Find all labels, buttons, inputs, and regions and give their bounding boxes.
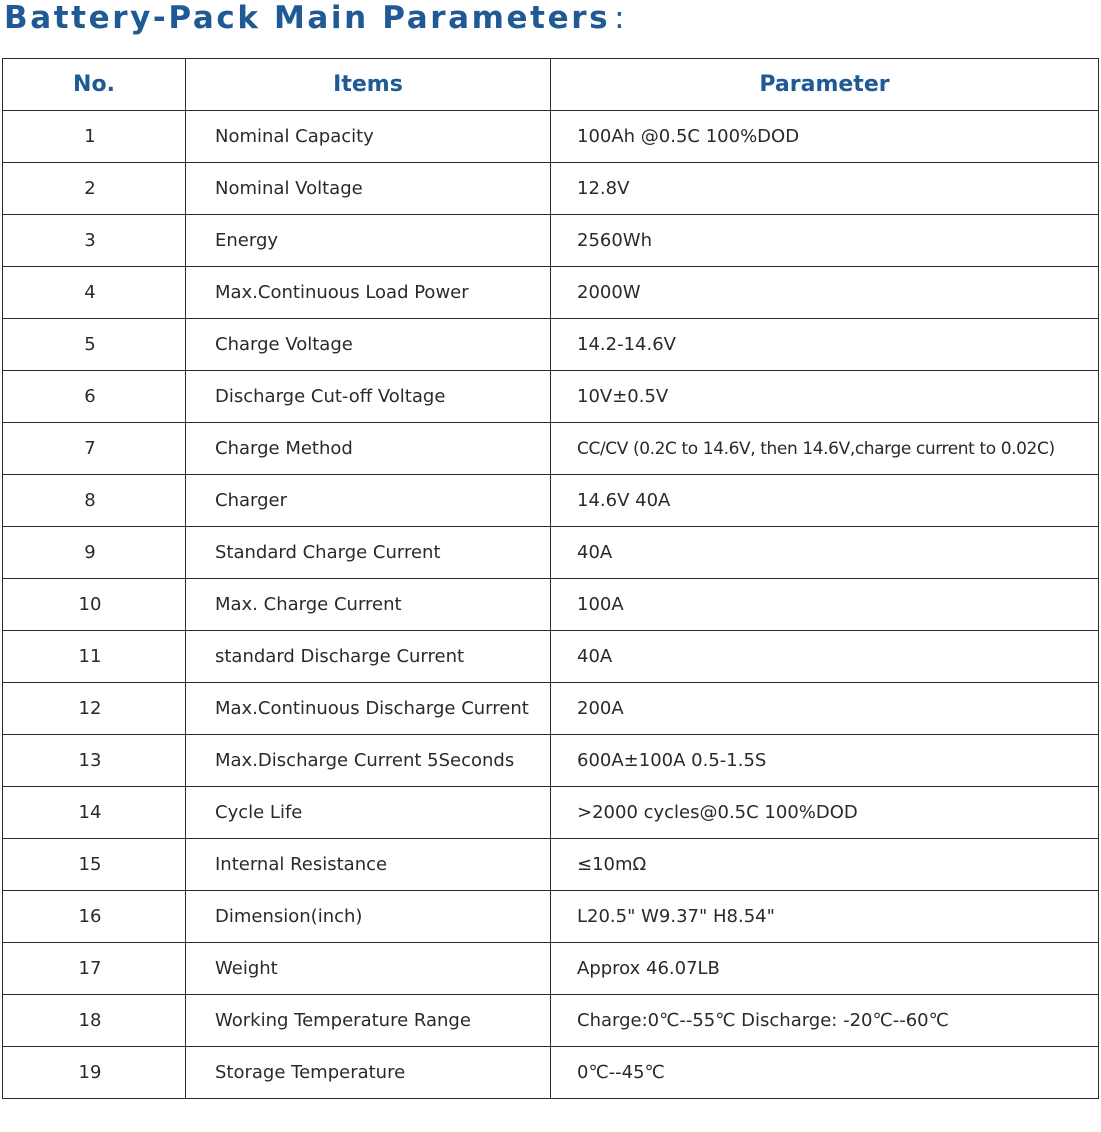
row-parameter: L20.5" W9.37" H8.54"	[551, 891, 1099, 943]
table-row	[3, 891, 1099, 943]
table-header-row	[3, 59, 1099, 111]
column-header-no: No.	[3, 59, 186, 111]
row-number: 5	[3, 319, 186, 371]
row-item: Max.Continuous Load Power	[186, 267, 551, 319]
row-item: Discharge Cut-off Voltage	[186, 371, 551, 423]
row-number: 9	[3, 527, 186, 579]
row-item: Working Temperature Range	[186, 995, 551, 1047]
table-row	[3, 371, 1099, 423]
row-parameter: 14.6V 40A	[551, 475, 1099, 527]
row-item: Nominal Capacity	[186, 111, 551, 163]
table-row	[3, 839, 1099, 891]
row-number: 13	[3, 735, 186, 787]
row-item: Weight	[186, 943, 551, 995]
page-title-text: Battery-Pack Main Parameters	[4, 0, 611, 36]
row-number: 8	[3, 475, 186, 527]
table-row	[3, 787, 1099, 839]
column-header-parameter: Parameter	[551, 59, 1099, 111]
row-item: Charger	[186, 475, 551, 527]
row-parameter: Approx 46.07LB	[551, 943, 1099, 995]
row-parameter: 100A	[551, 579, 1099, 631]
table-row	[3, 995, 1099, 1047]
row-item: standard Discharge Current	[186, 631, 551, 683]
row-number: 19	[3, 1047, 186, 1099]
row-parameter: 2560Wh	[551, 215, 1099, 267]
row-item: Charge Voltage	[186, 319, 551, 371]
row-item: Max.Continuous Discharge Current	[186, 683, 551, 735]
row-number: 16	[3, 891, 186, 943]
row-number: 15	[3, 839, 186, 891]
row-number: 3	[3, 215, 186, 267]
row-number: 12	[3, 683, 186, 735]
parameters-table	[2, 58, 1099, 1099]
table-row	[3, 735, 1099, 787]
row-number: 4	[3, 267, 186, 319]
row-number: 7	[3, 423, 186, 475]
row-number: 2	[3, 163, 186, 215]
row-number: 6	[3, 371, 186, 423]
row-number: 17	[3, 943, 186, 995]
row-parameter: 600A±100A 0.5-1.5S	[551, 735, 1099, 787]
table-row	[3, 683, 1099, 735]
row-number: 10	[3, 579, 186, 631]
row-parameter: 14.2-14.6V	[551, 319, 1099, 371]
row-parameter: >2000 cycles@0.5C 100%DOD	[551, 787, 1099, 839]
row-parameter: Charge:0℃--55℃ Discharge: -20℃--60℃	[551, 995, 1099, 1047]
table-row	[3, 163, 1099, 215]
row-number: 14	[3, 787, 186, 839]
table-row	[3, 423, 1099, 475]
table-row	[3, 943, 1099, 995]
row-number: 1	[3, 111, 186, 163]
row-parameter: 200A	[551, 683, 1099, 735]
table-row	[3, 527, 1099, 579]
table-row	[3, 631, 1099, 683]
row-item: Energy	[186, 215, 551, 267]
row-parameter: 40A	[551, 527, 1099, 579]
row-parameter: CC/CV (0.2C to 14.6V, then 14.6V,charge current to 0.02C)	[551, 423, 1099, 475]
row-item: Cycle Life	[186, 787, 551, 839]
table-body	[3, 111, 1099, 1099]
row-number: 11	[3, 631, 186, 683]
table-row	[3, 111, 1099, 163]
row-parameter: 2000W	[551, 267, 1099, 319]
row-parameter: 10V±0.5V	[551, 371, 1099, 423]
column-header-items: Items	[186, 59, 551, 111]
page-title-colon: :	[614, 0, 625, 36]
row-parameter: 12.8V	[551, 163, 1099, 215]
row-parameter: 40A	[551, 631, 1099, 683]
table-row	[3, 267, 1099, 319]
row-parameter: 0℃--45℃	[551, 1047, 1099, 1099]
row-item: Max. Charge Current	[186, 579, 551, 631]
row-item: Storage Temperature	[186, 1047, 551, 1099]
row-number: 18	[3, 995, 186, 1047]
table-row	[3, 1047, 1099, 1099]
row-item: Standard Charge Current	[186, 527, 551, 579]
row-item: Nominal Voltage	[186, 163, 551, 215]
page-title	[4, 0, 625, 40]
table-row	[3, 579, 1099, 631]
row-item: Max.Discharge Current 5Seconds	[186, 735, 551, 787]
row-parameter: 100Ah @0.5C 100%DOD	[551, 111, 1099, 163]
table-row	[3, 475, 1099, 527]
row-item: Internal Resistance	[186, 839, 551, 891]
table-row	[3, 319, 1099, 371]
row-item: Charge Method	[186, 423, 551, 475]
row-parameter: ≤10mΩ	[551, 839, 1099, 891]
table-row	[3, 215, 1099, 267]
row-item: Dimension(inch)	[186, 891, 551, 943]
